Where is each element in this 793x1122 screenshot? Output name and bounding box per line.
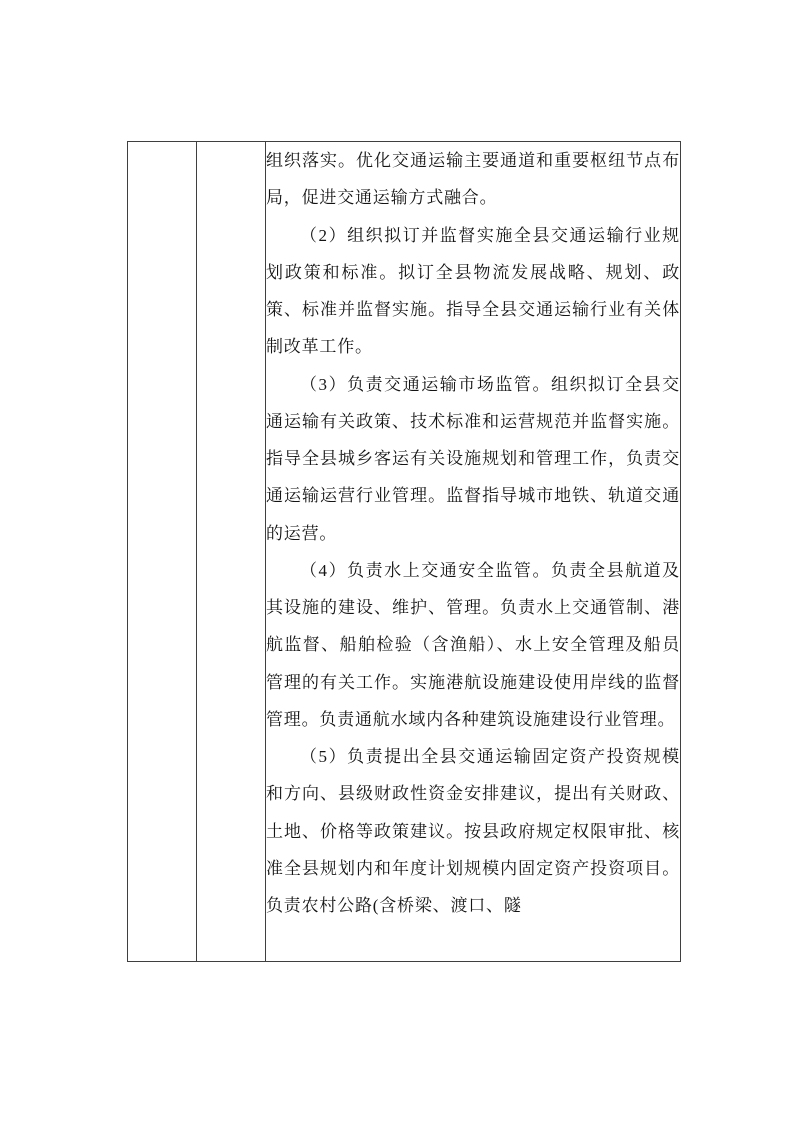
duties-table: [127, 141, 681, 962]
duty-paragraph-item-5: （5）负责提出全县交通运输固定资产投资规模和方向、县级财政性资金安排建议，提出有关财政、土地、价格等政策建议。按县政府规定权限审批、核准全县规划内和年度计划规模内固定资产投资项目。负责农村公路(含桥梁、渡口、隧: [266, 747, 680, 915]
duty-paragraph-item-3: （3）负责交通运输市场监管。组织拟订全县交通运输有关政策、技术标准和运营规范并监督实施。指导全县城乡客运有关设施规划和管理工作，负责交通运输运营行业管理。监督指导城市地铁、轨道交通的运营。: [266, 374, 680, 543]
table-row: [128, 142, 681, 962]
duty-paragraph-item-2: （2）组织拟订并监督实施全县交通运输行业规划政策和标准。拟订全县物流发展战略、规划、政策、标准并监督实施。指导全县交通运输行业有关体制改革工作。: [266, 225, 680, 357]
table-cell-left-empty: [128, 142, 197, 962]
table-cell-duties: [266, 142, 681, 962]
duty-paragraph-item-4: （4）负责水上交通安全监管。负责全县航道及其设施的建设、维护、管理。负责水上交通管制、港航监督、船舶检验（含渔船）、水上安全管理及船员管理的有关工作。实施港航设施建设使用岸线的监督管理。负责通航水域内各种建筑设施建设行业管理。: [266, 560, 680, 729]
table-cell-middle-empty: [197, 142, 266, 962]
duty-paragraph-continuation: 组织落实。优化交通运输主要通道和重要枢纽节点布局，促进交通运输方式融合。: [266, 151, 680, 208]
